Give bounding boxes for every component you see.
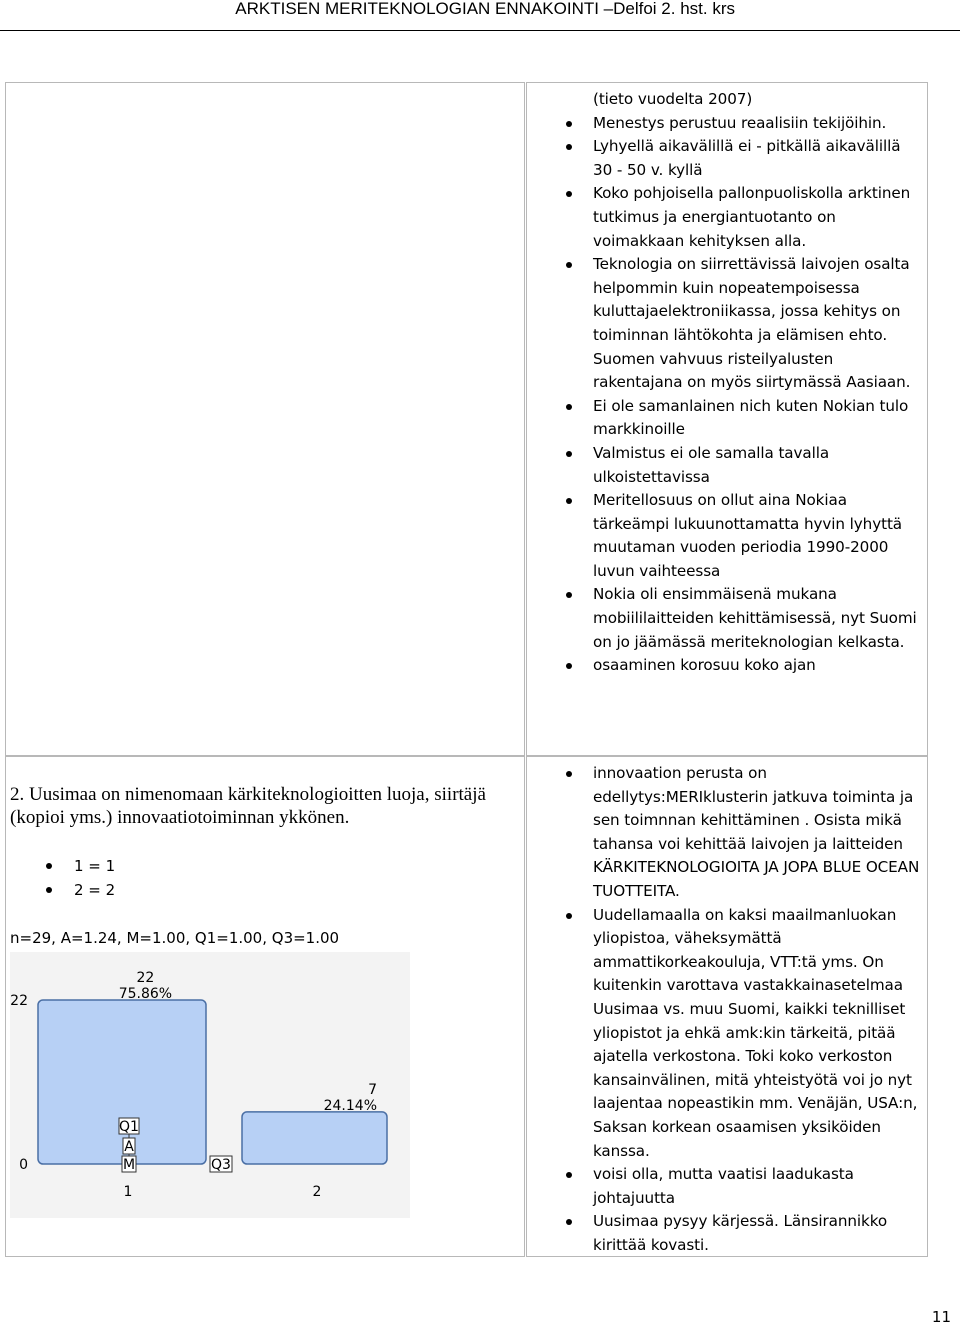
row1-bullets bbox=[593, 112, 923, 678]
option-label: 1 = 1 bbox=[74, 857, 116, 875]
marker-a: A bbox=[124, 1139, 134, 1155]
option-item bbox=[74, 878, 115, 902]
list-item-text: Menestys perustuu reaalisiin tekijöihin. bbox=[593, 113, 887, 132]
list-item bbox=[593, 583, 923, 654]
list-item bbox=[593, 112, 923, 136]
bullet-icon bbox=[46, 887, 52, 893]
option-item bbox=[74, 854, 115, 878]
bullet-icon bbox=[566, 451, 572, 457]
question-text: 2. Uusimaa on nimenomaan kärkiteknologioitten luoja, siirtäjä (kopioi yms.) innovaatiotoiminnan ykkönen. bbox=[10, 784, 486, 828]
bullet-icon bbox=[566, 913, 572, 919]
list-item-text: voisi olla, mutta vaatisi laadukasta johtajuutta bbox=[593, 1165, 854, 1207]
list-item-text: Teknologia on siirrettävissä laivojen osalta helpommin kuin nopeatempoisessa kuluttajaelektroniikassa, jossa kehitys on toiminnan lähtökohta ja elämisen ehto. Suomen vahvuus risteilyalusten rakentajana on myös siirtymässä Aasiaan. bbox=[593, 255, 911, 392]
list-item bbox=[593, 182, 923, 253]
bullet-icon bbox=[46, 863, 52, 869]
list-item bbox=[593, 762, 923, 904]
list-item bbox=[593, 395, 923, 442]
list-item bbox=[593, 1210, 923, 1257]
list-item-text: Nokia oli ensimmäisenä mukana mobiililaitteiden kehittämisessä, nyt Suomi on jo jäämässä meriteknologian kelkasta. bbox=[593, 585, 917, 651]
marker-q1: Q1 bbox=[119, 1119, 139, 1135]
answer-options bbox=[74, 854, 115, 902]
bullet-icon bbox=[566, 404, 572, 410]
list-item-text: Ei ole samanlainen nich kuten Nokian tulo markkinoille bbox=[593, 396, 909, 439]
bullet-icon bbox=[566, 121, 572, 127]
list-item-text: Koko pohjoisella pallonpuoliskolla arktinen tutkimus ja energiantuotanto on voimakkaan kehityksen alla. bbox=[593, 184, 911, 250]
page-header bbox=[0, 0, 960, 31]
list-item bbox=[593, 904, 923, 1164]
row1-first-line: (tieto vuodelta 2007) bbox=[593, 90, 753, 108]
option-label: 2 = 2 bbox=[74, 881, 116, 899]
list-item bbox=[593, 135, 923, 182]
header-title: ARKTISEN MERITEKNOLOGIAN ENNAKOINTI –Delfoi 2. hst. krs bbox=[235, 0, 735, 18]
list-item bbox=[593, 489, 923, 583]
list-item bbox=[593, 253, 923, 395]
list-item-text: Meritellosuus on ollut aina Nokiaa tärkeämpi lukuunottamatta hyvin lyhyttä muutaman vuoden periodia 1990-2000 luvun vaihteessa bbox=[593, 491, 903, 580]
list-item-text: Uusimaa pysyy kärjessä. Länsirannikko kirittää kovasti. bbox=[593, 1212, 888, 1254]
y-axis-label-min: 0 bbox=[19, 1157, 28, 1173]
chart-bar bbox=[242, 1112, 387, 1164]
bar-percent-label: 75.86% bbox=[118, 986, 173, 1002]
x-axis-tick-label: 1 bbox=[123, 1184, 133, 1200]
distribution-chart bbox=[10, 952, 410, 1218]
y-axis-label-max: 22 bbox=[10, 993, 28, 1009]
list-item-text: Valmistus ei ole samalla tavalla ulkoistettavissa bbox=[593, 443, 830, 486]
bar-count-label: 22 bbox=[136, 970, 155, 986]
list-item bbox=[593, 654, 923, 678]
bar-count-label: 7 bbox=[368, 1081, 377, 1098]
bar-percent-label: 24.14% bbox=[323, 1097, 377, 1114]
row2-bullets bbox=[593, 762, 923, 1257]
table-cell-row1-left bbox=[5, 82, 525, 756]
row1-response-list bbox=[593, 88, 923, 678]
marker-m: M bbox=[122, 1157, 136, 1173]
chart-bar bbox=[38, 1000, 206, 1164]
marker-q3: Q3 bbox=[211, 1157, 231, 1173]
bullet-icon bbox=[566, 771, 572, 777]
list-item-text: innovaation perusta on edellytys:MERIklusterin jatkuva toiminta ja sen toimnnan kehittäminen . Osista mikä tahansa voi kehittää laivojen ja laitteiden KÄRKITEKNOLOGIOITA JA JOPA BLUE OCEAN TUOTTEITA. bbox=[593, 764, 920, 900]
row2-response-list bbox=[593, 762, 923, 1257]
page-number: 11 bbox=[931, 1308, 951, 1326]
list-item-text: Lyhyellä aikavälillä ei - pitkällä aikavälillä 30 - 50 v. kyllä bbox=[593, 137, 901, 179]
list-item bbox=[593, 1163, 923, 1210]
list-item-text: Uudellamaalla on kaksi maailmanluokan yliopistoa, väheksymättä ammattikorkeakouluja, VTT:tä yms. On kuitenkin varottava vastakkainasetelmaa Uusimaa vs. muu Suomi, kaikki teknilliset yliopistot ja ehkä amk:kin tärkeitä, pitää ajatella verkostona. Toki koko verkoston kansainvälinen, mitä yhteistyötä voi jo nyt laajentaa nopeastikin mm. Venäjän, USA:n, Saksan korkean osaamisen yksiköiden kanssa. bbox=[593, 905, 918, 1160]
list-item-text: osaaminen korosuu koko ajan bbox=[593, 656, 816, 675]
statistics-line: n=29, A=1.24, M=1.00, Q1=1.00, Q3=1.00 bbox=[10, 929, 340, 947]
list-item bbox=[593, 442, 923, 489]
x-axis-tick-label: 2 bbox=[312, 1184, 322, 1200]
